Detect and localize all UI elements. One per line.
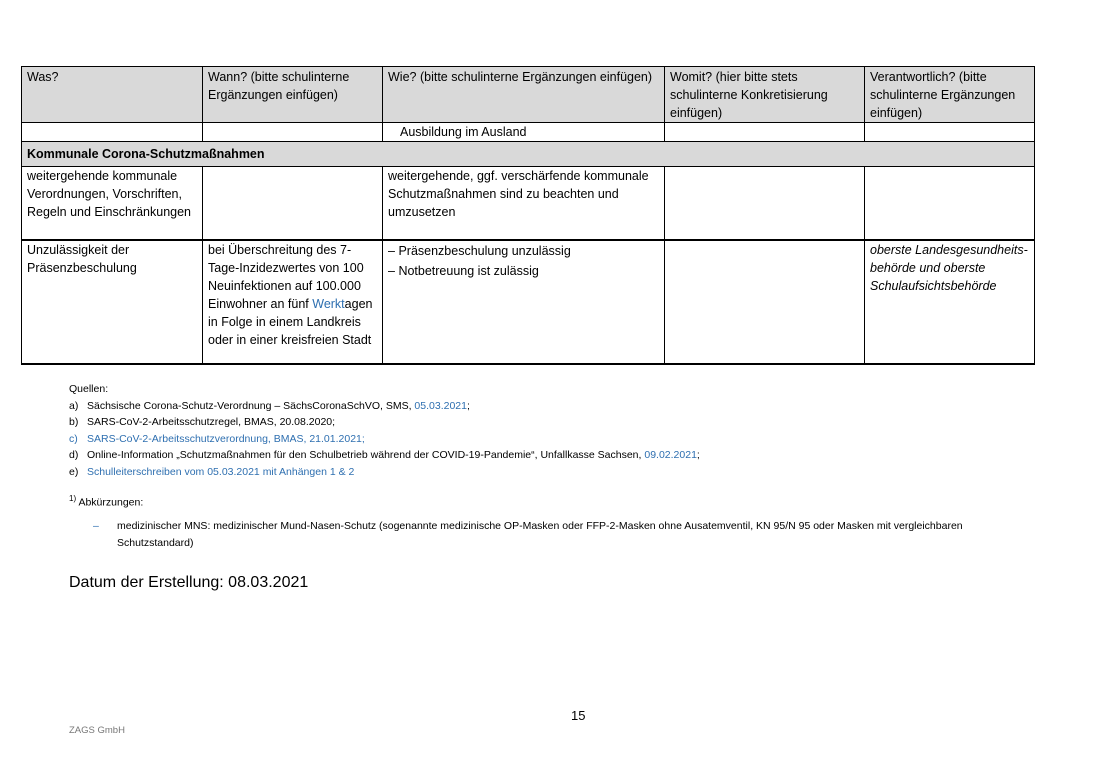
cell-was: Unzulässigkeit der Präsenzbeschulung [22,240,203,364]
cell-wie [383,123,665,142]
table-row [22,123,1035,142]
header-was: Was? [22,67,203,123]
sources-heading: Quellen: [69,383,109,395]
wann-link[interactable]: Werkt [312,297,345,311]
cell-verantwortlich: oberste Landesgesundheits-behörde und oberste Schulaufsichtsbehörde [865,240,1035,364]
cell-womit [665,123,865,142]
source-item [69,398,1029,415]
source-after: ; [466,399,470,412]
abbreviation-item [93,518,1013,552]
source-item [69,447,1029,464]
cell-verantwortlich [865,167,1035,241]
source-item [69,414,1029,431]
abbreviation-text: medizinischer MNS: medizinischer Mund-Nasen-Schutz (sogenannte medizinische OP-Masken oder FFP-2-Masken ohne Ausatemventil, KN 95/N 95 oder Masken mit vergleichbaren Schutzstandard) [117,520,963,549]
page-number: 15 [571,708,586,723]
source-label: d) [69,449,79,461]
source-link[interactable]: 05.03.2021 [414,399,467,412]
cell-womit [665,167,865,241]
source-link[interactable]: Schulleiterschreiben vom 05.03.2021 mit Anhängen 1 & 2 [87,465,355,478]
table-row [22,240,1035,364]
measures-table [21,66,1035,365]
source-after: ; [696,449,700,461]
source-label: a) [69,399,79,412]
header-wie: Wie? (bitte schulinterne Ergänzungen einfügen) [383,67,665,123]
header-wann: Wann? (bitte schulinterne Ergänzungen einfügen) [203,67,383,123]
abbreviations-heading-line [69,494,143,509]
cell-was [22,123,203,142]
footer-company: ZAGS GmbH [69,725,125,736]
wann-text-before: bei Überschreitung des 7-Tage-Inzidezwertes von 100 Neuinfektionen auf 100.000 Einwohner an fünf [208,243,364,311]
sources-section [69,381,1029,480]
cell-wann [203,240,383,364]
table-header-row [22,67,1035,123]
section-row [22,142,1035,167]
cell-womit [665,240,865,364]
source-item[interactable] [69,431,1029,448]
cell-wie [383,240,665,364]
table-row [22,167,1035,241]
creation-date: Datum der Erstellung: 08.03.2021 [69,574,309,591]
cell-wann [203,123,383,142]
cell-wie: weitergehende, ggf. verschärfende kommunale Schutzmaßnahmen sind zu beachten und umzusetzen [383,167,665,241]
wie-item-2: – Notbetreuung ist zulässig [388,262,659,280]
header-verantwortlich: Verantwortlich? (bitte schulinterne Ergänzungen einfügen) [865,67,1035,123]
source-item [69,464,1029,481]
source-text: Sächsische Corona-Schutz-Verordnung – SächsCoronaSchVO, SMS, [87,399,415,412]
cell-was: weitergehende kommunale Verordnungen, Vorschriften, Regeln und Einschränkungen [22,167,203,241]
source-link[interactable]: SARS-CoV-2-Arbeitsschutzverordnung, BMAS, 21.01.2021; [87,432,365,445]
wie-item-1: – Präsenzbeschulung unzulässig [388,242,659,260]
source-label: e) [69,465,79,478]
ausbildung-text: Ausbildung im Ausland [400,125,527,139]
wann-text-after: agen in Folge in einem Landkreis oder in einer kreisfreien Stadt [208,297,373,347]
footnote-marker: 1) [69,494,77,503]
source-text: SARS-CoV-2-Arbeitsschutzregel, BMAS, 20.08.2020; [87,416,336,428]
source-text: Online-Information „Schutzmaßnahmen für den Schulbetrieb während der COVID-19-Pandemie“, Unfallkasse Sachsen, [87,449,645,461]
cell-verantwortlich [865,123,1035,142]
abbreviations-heading: Abkürzungen: [78,496,144,509]
dash-bullet: – [93,520,99,532]
source-label: b) [69,416,79,428]
cell-wann [203,167,383,241]
header-womit: Womit? (hier bitte stets schulinterne Konkretisierung einfügen) [665,67,865,123]
section-title: Kommunale Corona-Schutzmaßnahmen [22,142,1035,167]
source-label: c) [69,432,78,445]
source-link[interactable]: 09.02.2021 [644,449,697,461]
